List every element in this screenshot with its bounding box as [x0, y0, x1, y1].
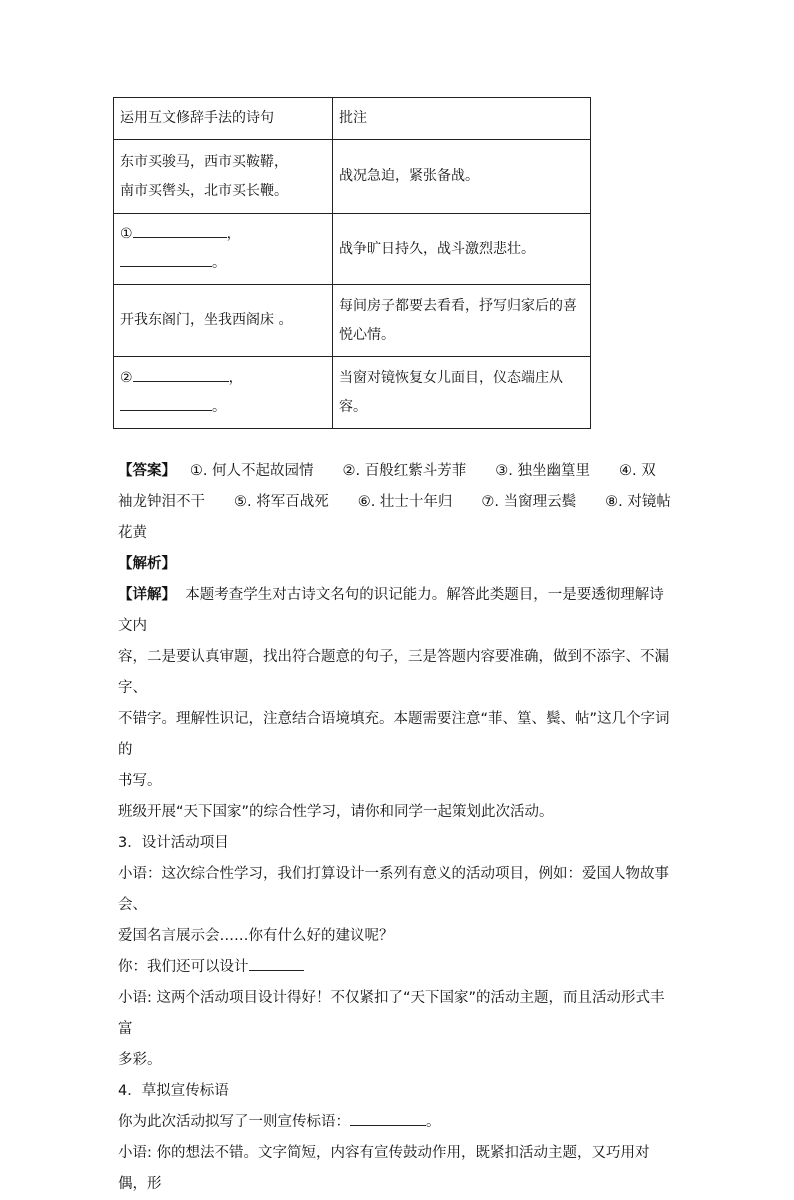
period: 。 — [212, 255, 226, 271]
comma: ， — [228, 369, 243, 386]
slogan-prompt: 你为此次活动拟写了一则宣传标语： — [118, 1114, 350, 1130]
note-line: 每间房子都要去看看，抒写归家后的喜 — [339, 297, 577, 314]
answer-line: 袖龙钟泪不干 ⑤. 将军百战死 ⑥. 壮士十年归 ⑦. 当窗理云鬓 ⑧. 对镜帖 — [118, 494, 671, 510]
period: 。 — [212, 398, 226, 415]
answer-line: 花黄 — [118, 525, 147, 541]
dialogue-line: 小语: 这两个活动项目设计得好！不仅紧扣了“天下国家”的活动主题，而且活动形式丰富 — [118, 990, 665, 1037]
poem-cell — [114, 140, 333, 214]
question-4-title: 4．草拟宣传标语 — [118, 1083, 229, 1099]
fill-blank[interactable] — [133, 223, 227, 238]
dialogue-line: 多彩。 — [118, 1052, 162, 1068]
answer-label: 【答案】 — [118, 463, 176, 479]
poem-line: 东市买骏马，西市买鞍鞯， — [120, 153, 288, 170]
poem-cell: 开我东阁门，坐我西阁床 。 — [114, 285, 333, 357]
dialogue-line — [118, 952, 676, 983]
answer-line — [118, 456, 676, 487]
detail-line: 不错字。理解性识记，注意结合语境填充。本题需要注意“菲、篁、鬓、帖”这几个字词的 — [118, 711, 670, 758]
detail-line — [118, 580, 676, 642]
poem-cell — [114, 214, 333, 285]
dialogue-line: 爱国名言展示会……你有什么好的建议呢？ — [118, 928, 394, 944]
poem-cell — [114, 357, 333, 429]
note-cell: 当窗对镜恢复女儿面目，仪态端庄从容。 — [333, 357, 591, 429]
dialogue-line: 小语: 你的想法不错。文字简短，内容有宣传鼓动作用，既紧扣活动主题，又巧用对偶，形 — [118, 1145, 650, 1192]
you-text: 你：我们还可以设计 — [118, 959, 249, 975]
table-header-cell: 批注 — [333, 98, 591, 140]
table-row — [114, 357, 591, 429]
answer-text: ①. 何人不起故园情 ②. 百般红紫斗芳菲 ③. 独坐幽篁里 ④. 双 — [189, 463, 656, 479]
poem-line: 南市买辔头，北市买长鞭。 — [120, 182, 288, 199]
note-cell: 战争旷日持久，战斗激烈悲壮。 — [333, 214, 591, 285]
detail-line: 书写。 — [118, 773, 162, 789]
table-row — [114, 214, 591, 285]
blank-number: ② — [120, 369, 133, 386]
activity-intro: 班级开展“天下国家”的综合性学习，请你和同学一起策划此次活动。 — [118, 804, 554, 820]
table-header-row — [114, 98, 591, 140]
detail-label: 【详解】 — [118, 587, 176, 603]
fill-blank[interactable] — [120, 396, 212, 411]
analysis-label: 【解析】 — [118, 556, 176, 572]
comma: ， — [226, 226, 241, 242]
table-header-cell: 运用互文修辞手法的诗句 — [114, 98, 333, 140]
fill-blank[interactable] — [350, 1111, 426, 1126]
blank-number: ① — [120, 226, 133, 242]
detail-line: 容，二是要认真审题，找出符合题意的句子，三是答题内容要准确，做到不添字、不漏字、 — [118, 649, 669, 696]
detail-text: 本题考查学生对古诗文名句的识记能力。解答此类题目，一是要透彻理解诗文内 — [118, 587, 664, 634]
note-line: 悦心情。 — [339, 326, 395, 343]
fill-blank[interactable] — [249, 956, 304, 971]
fill-blank[interactable] — [120, 252, 212, 267]
note-cell: 战况急迫，紧张备战。 — [333, 140, 591, 214]
table-row — [114, 140, 591, 214]
table-row — [114, 285, 591, 357]
period: 。 — [426, 1114, 441, 1130]
dialogue-line: 小语：这次综合性学习，我们打算设计一系列有意义的活动项目，例如：爱国人物故事会、 — [118, 866, 669, 913]
question-3-title: 3．设计活动项目 — [118, 835, 229, 851]
poem-annotation-table — [113, 97, 591, 429]
fill-blank[interactable] — [133, 367, 229, 382]
note-cell — [333, 285, 591, 357]
answer-section — [118, 456, 676, 1200]
